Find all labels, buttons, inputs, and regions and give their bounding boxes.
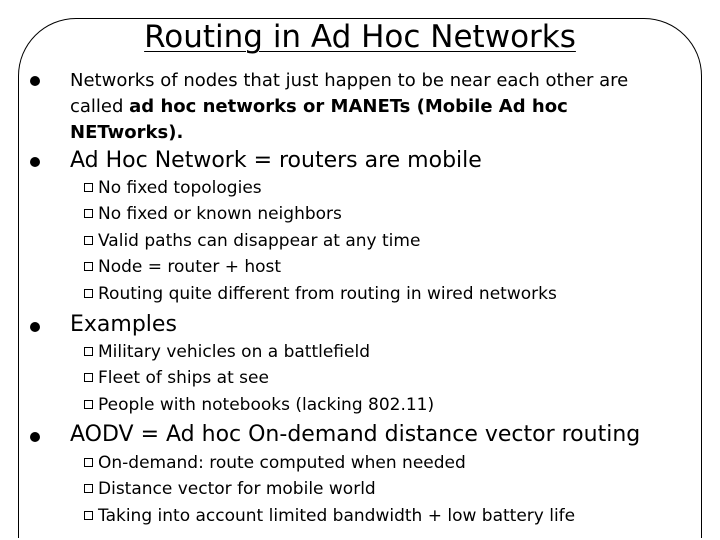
bullet3-text: Examples: [70, 312, 177, 337]
list-item: Routing quite different from routing in wired networks: [84, 281, 557, 307]
bullet1-text: Networks of nodes that just happen to be near each other are called ad hoc networks or MANETs (Mobile Ad hoc NETworks).: [70, 70, 629, 143]
checkbox-bullet-icon: [84, 236, 93, 245]
list-item: On-demand: route computed when needed: [84, 450, 466, 476]
list-item: No fixed topologies: [84, 175, 262, 201]
list-item: Valid paths can disappear at any time: [84, 228, 420, 254]
bullet-dot: [30, 76, 40, 86]
bullet2-text: Ad Hoc Network = routers are mobile: [70, 148, 482, 173]
slide-title: Routing in Ad Hoc Networks: [0, 18, 720, 56]
checkbox-bullet-icon: [84, 373, 93, 382]
bullet4-text: AODV = Ad hoc On-demand distance vector routing: [70, 422, 641, 447]
bullet-dot: [30, 157, 40, 167]
list-item: Distance vector for mobile world: [84, 476, 376, 502]
list-item: Taking into account limited bandwidth + low battery life: [84, 503, 575, 529]
list-item: Fleet of ships at see: [84, 365, 269, 391]
checkbox-bullet-icon: [84, 289, 93, 298]
checkbox-bullet-icon: [84, 262, 93, 271]
checkbox-bullet-icon: [84, 511, 93, 520]
checkbox-bullet-icon: [84, 400, 93, 409]
list-item: Node = router + host: [84, 254, 281, 280]
checkbox-bullet-icon: [84, 209, 93, 218]
bullet-dot: [30, 432, 40, 442]
list-item: No fixed or known neighbors: [84, 201, 342, 227]
list-item: People with notebooks (lacking 802.11): [84, 392, 434, 418]
checkbox-bullet-icon: [84, 183, 93, 192]
bullet-dot: [30, 322, 40, 332]
checkbox-bullet-icon: [84, 484, 93, 493]
checkbox-bullet-icon: [84, 458, 93, 467]
list-item: Military vehicles on a battlefield: [84, 339, 370, 365]
checkbox-bullet-icon: [84, 347, 93, 356]
